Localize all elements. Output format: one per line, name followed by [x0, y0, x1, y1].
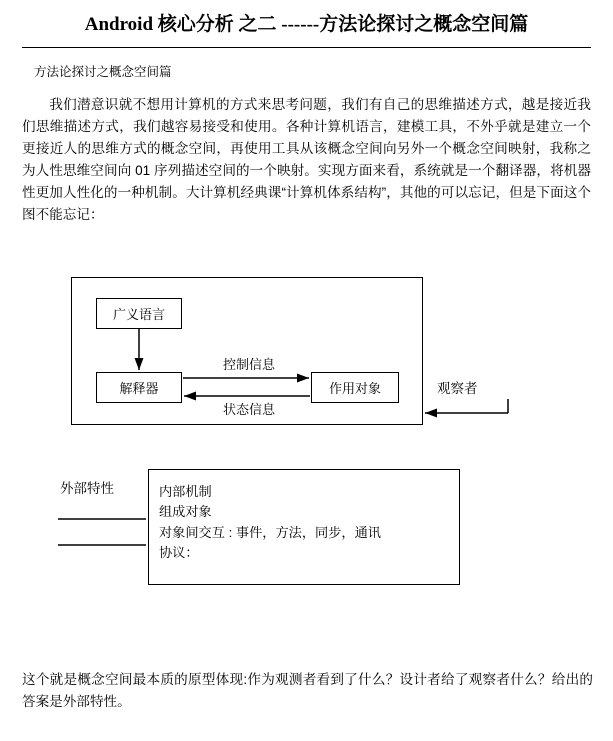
document-page [0, 14, 613, 741]
figure1-node-object: 作用对象 [311, 372, 399, 403]
figure2-internal-box [148, 469, 460, 585]
figure2-label-external: 外部特性 [60, 481, 114, 496]
figure2-line-0: 内部机制 [159, 484, 212, 499]
figure1-label-observer: 观察者 [435, 377, 480, 397]
page-title: Android 核心分析 之二 ------方法论探讨之概念空间篇 [84, 14, 529, 35]
figure1-node-language: 广义语言 [96, 298, 182, 329]
main-paragraph: 我们潜意识就不想用计算机的方式来思考问题，我们有自己的思维描述方式，越是接近我们思维描述方式，我们越容易接受和使用。各种计算机语言，建模工具，不外乎就是建立一个更接近人的思维方式的概念空间，再使用工具从该概念空间向另外一个概念空间映射，我称之为人性思维空间向 01 序列描述空间的一个映射。实现方面来看，系统就是一个翻译器，将机器性更加人性化的一种机制。大计算机经典课“计算机体系结构”，其他的可以忘记，但是下面这个图不能忘记： [22, 96, 591, 222]
section-subtitle: 方法论探讨之概念空间篇 [34, 64, 172, 79]
figure1-node-interpreter: 解释器 [96, 372, 182, 403]
figure1-label-control-info: 控制信息 [221, 354, 277, 373]
figure2-line-3: 协议： [159, 545, 199, 561]
figure2-line-2: 对象间交互 : 事件，方法，同步，通讯 [159, 524, 381, 540]
figure2-line-1: 组成对象 [159, 504, 212, 520]
closing-paragraph: 这个就是概念空间最本质的原型体现:作为观测者看到了什么？设计者给了观察者什么？给出的答案是外部特性。 [22, 672, 593, 710]
title-divider [22, 47, 591, 48]
figure-external-internal-diagram [30, 469, 450, 609]
figure-interpreter-diagram [71, 277, 523, 429]
figure1-label-state-info: 状态信息 [221, 399, 277, 418]
